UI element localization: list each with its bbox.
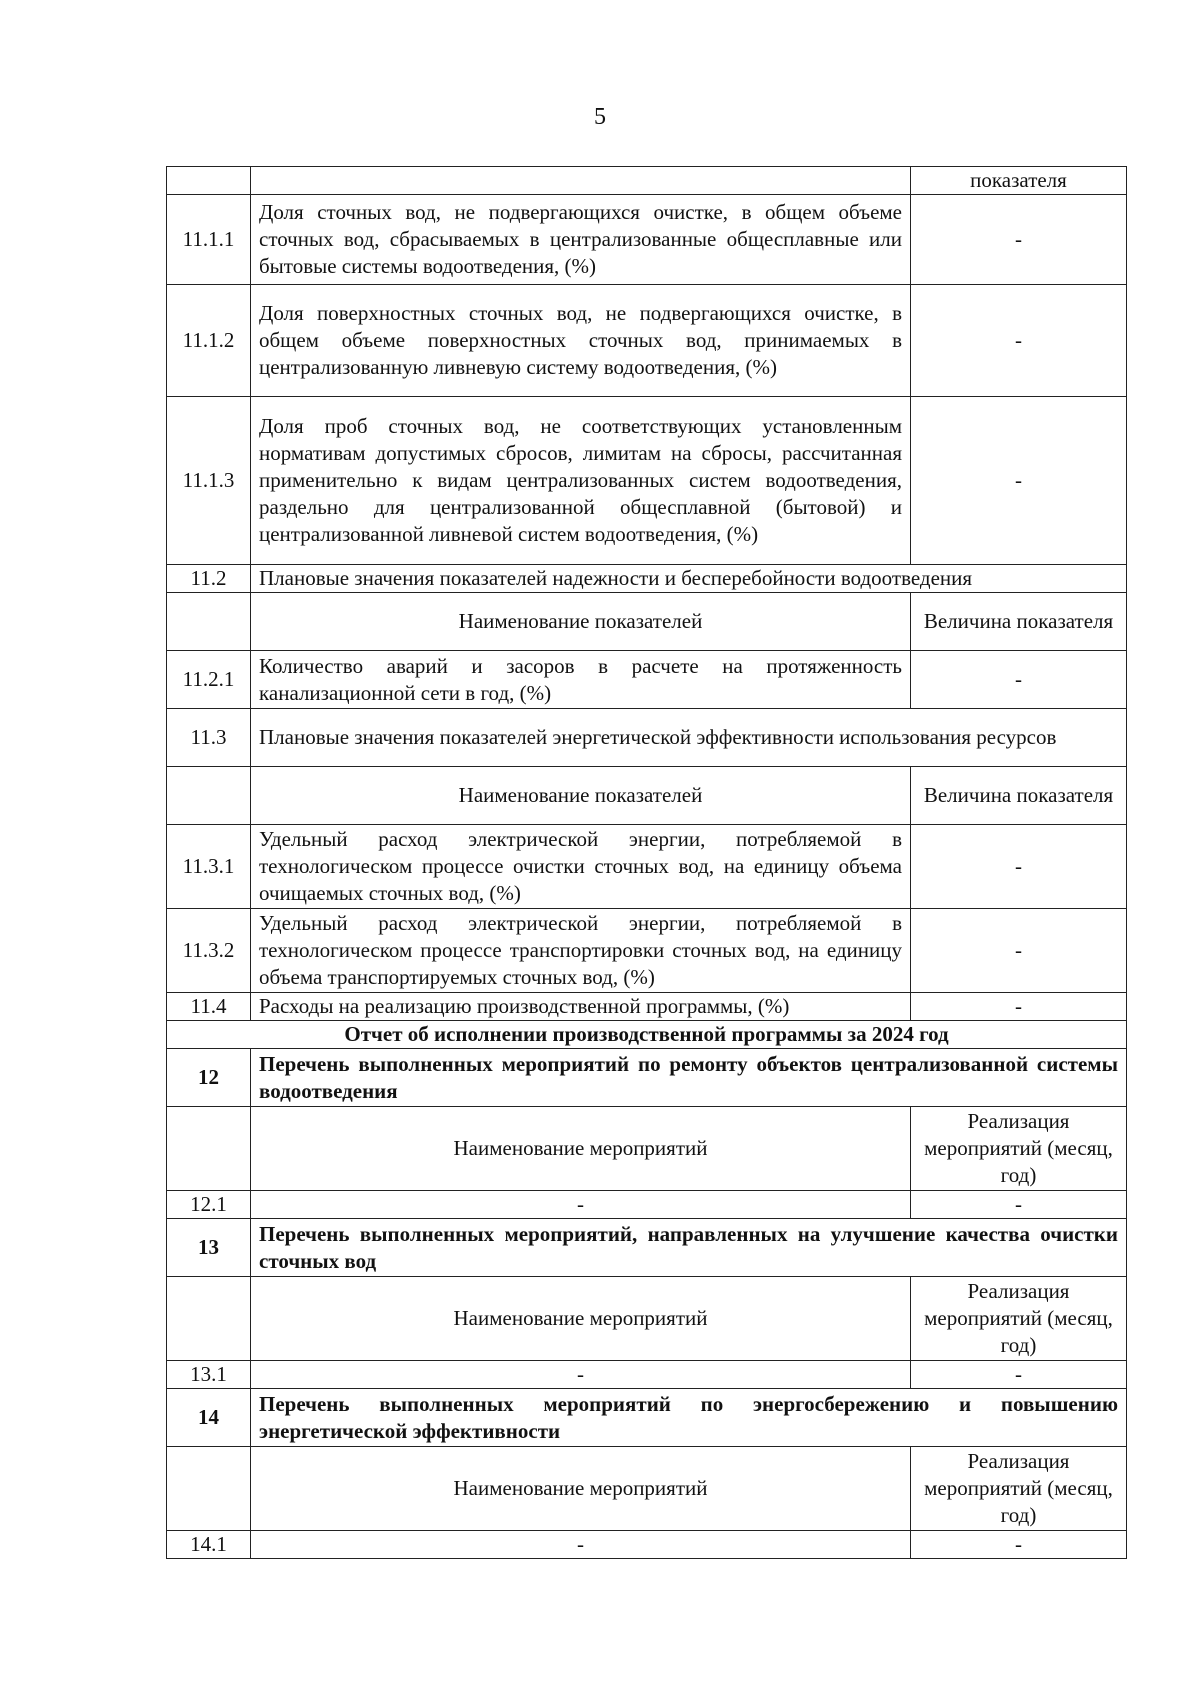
- subheader-row: [167, 593, 1127, 651]
- section-title: Плановые значения показателей энергетической эффективности использования ресурсов: [251, 709, 1127, 767]
- indicator-name: Удельный расход электрической энергии, потребляемой в технологическом процессе транспортировки сточных вод, на единицу объема транспортируемых сточных вод, (%): [251, 909, 911, 993]
- row-number: [167, 167, 251, 195]
- row-number: 12.1: [167, 1191, 251, 1219]
- subheader-row: [167, 1277, 1127, 1361]
- row-number: 11.1.3: [167, 397, 251, 565]
- row-number-empty: [167, 1107, 251, 1191]
- indicator-value: -: [911, 993, 1127, 1021]
- row-number: 11.3.1: [167, 825, 251, 909]
- table-row: [167, 397, 1127, 565]
- column-header-value: Величина показателя: [911, 767, 1127, 825]
- column-header-name: Наименование показателей: [251, 593, 911, 651]
- page-number: 5: [594, 104, 606, 130]
- section-number: 11.3: [167, 709, 251, 767]
- column-header-name: Наименование мероприятий: [251, 1107, 911, 1191]
- table-row: [167, 825, 1127, 909]
- row-number: 11.1.1: [167, 195, 251, 285]
- section-number: 13: [167, 1219, 251, 1277]
- indicator-value: -: [911, 651, 1127, 709]
- section-title: Перечень выполненных мероприятий по энергосбережению и повышению энергетической эффективности: [251, 1389, 1127, 1447]
- section-number: 12: [167, 1049, 251, 1107]
- table-row: [167, 195, 1127, 285]
- indicator-name: Доля поверхностных сточных вод, не подвергающихся очистке, в общем объеме поверхностных сточных вод, принимаемых в централизованную ливневую систему водоотведения, (%): [251, 285, 911, 397]
- section-row: [167, 1049, 1127, 1107]
- indicator-name: [251, 167, 911, 195]
- section-row: [167, 1389, 1127, 1447]
- row-number: 14.1: [167, 1531, 251, 1559]
- indicator-name: Расходы на реализацию производственной программы, (%): [251, 993, 911, 1021]
- subheader-row: [167, 1447, 1127, 1531]
- table-row: [167, 1191, 1127, 1219]
- indicator-name: Количество аварий и засоров в расчете на протяженность канализационной сети в год, (%): [251, 651, 911, 709]
- indicator-value: -: [911, 825, 1127, 909]
- column-header-value: Реализация мероприятий (месяц, год): [911, 1277, 1127, 1361]
- table-row: [167, 1531, 1127, 1559]
- table-row: [167, 909, 1127, 993]
- subheader-row: [167, 1107, 1127, 1191]
- column-header-name: Наименование мероприятий: [251, 1277, 911, 1361]
- column-header-value: Величина показателя: [911, 593, 1127, 651]
- row-number: 11.4: [167, 993, 251, 1021]
- row-number-empty: [167, 1277, 251, 1361]
- row-number-empty: [167, 593, 251, 651]
- measure-name: -: [251, 1361, 911, 1389]
- table-row: [167, 993, 1127, 1021]
- table-row: [167, 1361, 1127, 1389]
- section-number: 14: [167, 1389, 251, 1447]
- report-title-row: [167, 1021, 1127, 1049]
- measure-name: -: [251, 1531, 911, 1559]
- column-header-value: показателя: [911, 167, 1127, 195]
- column-header-name: Наименование показателей: [251, 767, 911, 825]
- section-row: [167, 1219, 1127, 1277]
- column-header-name: Наименование мероприятий: [251, 1447, 911, 1531]
- row-number-empty: [167, 1447, 251, 1531]
- column-header-value: Реализация мероприятий (месяц, год): [911, 1447, 1127, 1531]
- section-row: [167, 565, 1127, 593]
- indicator-name: Удельный расход электрической энергии, потребляемой в технологическом процессе очистки сточных вод, на единицу объема очищаемых сточных вод, (%): [251, 825, 911, 909]
- indicator-value: -: [911, 195, 1127, 285]
- table-row: [167, 651, 1127, 709]
- row-number-empty: [167, 767, 251, 825]
- indicator-value: -: [911, 285, 1127, 397]
- column-header-value: Реализация мероприятий (месяц, год): [911, 1107, 1127, 1191]
- row-number: 11.2.1: [167, 651, 251, 709]
- indicator-value: -: [911, 397, 1127, 565]
- indicator-name: Доля проб сточных вод, не соответствующих установленным нормативам допустимых сбросов, лимитам на сбросы, рассчитанная применительно к видам централизованных систем водоотведения, раздельно для централизованной общесплавной (бытовой) и централизованной ливневой систем водоотведения, (%): [251, 397, 911, 565]
- table-row: [167, 285, 1127, 397]
- row-number: 11.3.2: [167, 909, 251, 993]
- section-title: Перечень выполненных мероприятий по ремонту объектов централизованной системы водоотведения: [251, 1049, 1127, 1107]
- indicators-table: [166, 166, 1127, 1559]
- measure-value: -: [911, 1191, 1127, 1219]
- report-title: Отчет об исполнении производственной программы за 2024 год: [167, 1021, 1127, 1049]
- measure-value: -: [911, 1531, 1127, 1559]
- table-row: [167, 167, 1127, 195]
- section-row: [167, 709, 1127, 767]
- measure-value: -: [911, 1361, 1127, 1389]
- row-number: 13.1: [167, 1361, 251, 1389]
- subheader-row: [167, 767, 1127, 825]
- section-number: 11.2: [167, 565, 251, 593]
- row-number: 11.1.2: [167, 285, 251, 397]
- indicator-name: Доля сточных вод, не подвергающихся очистке, в общем объеме сточных вод, сбрасываемых в централизованные общесплавные или бытовые системы водоотведения, (%): [251, 195, 911, 285]
- indicator-value: -: [911, 909, 1127, 993]
- section-title: Перечень выполненных мероприятий, направленных на улучшение качества очистки сточных вод: [251, 1219, 1127, 1277]
- section-title: Плановые значения показателей надежности и бесперебойности водоотведения: [251, 565, 1127, 593]
- measure-name: -: [251, 1191, 911, 1219]
